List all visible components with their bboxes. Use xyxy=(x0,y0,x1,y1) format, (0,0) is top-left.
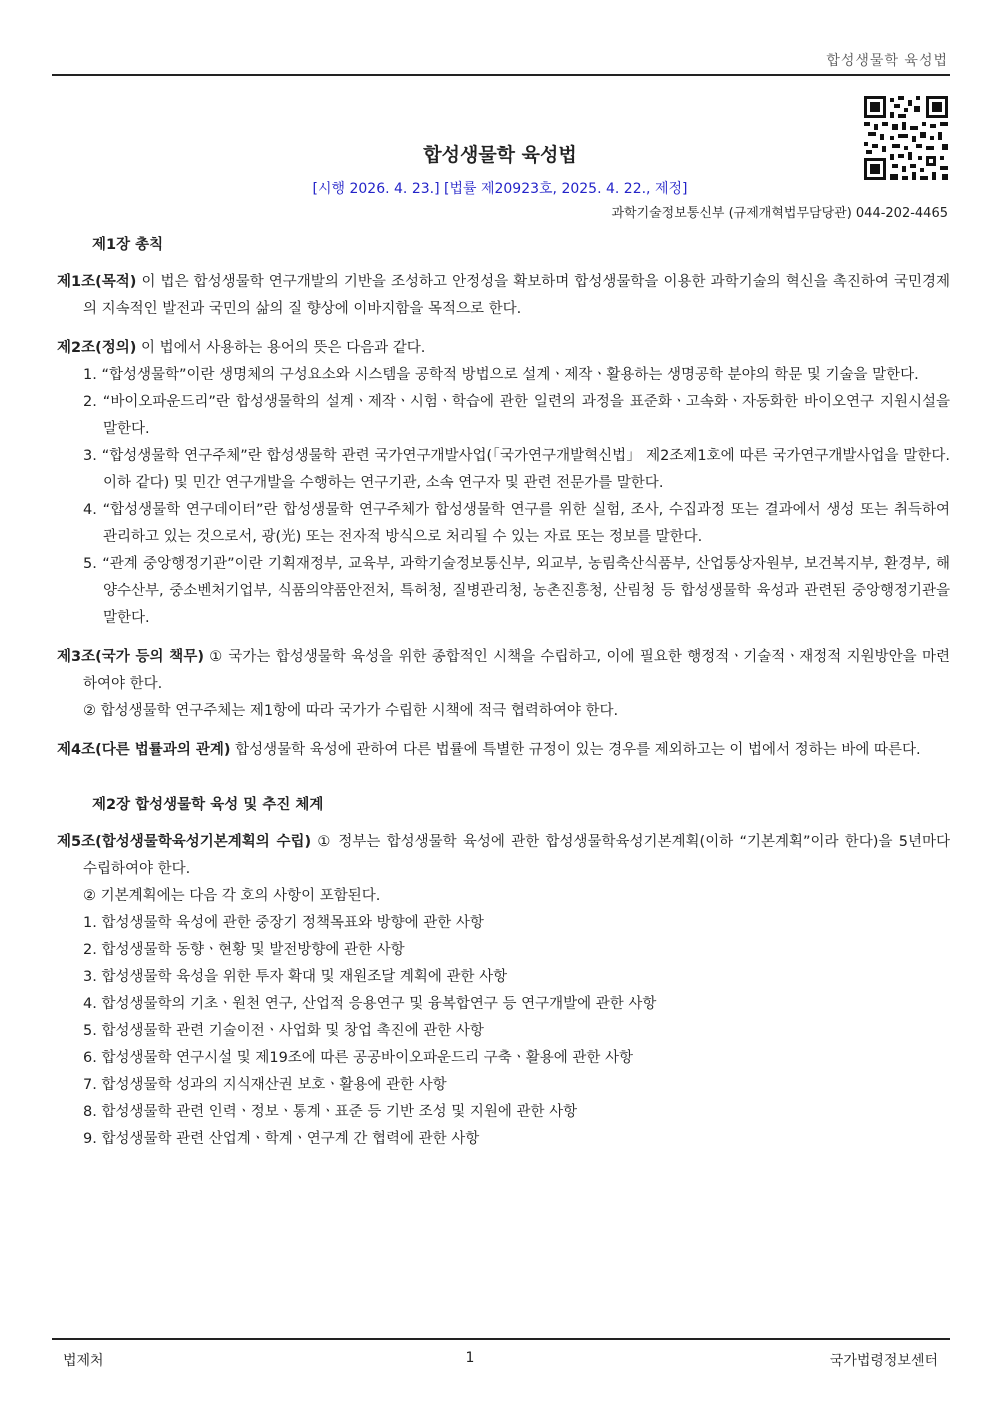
article-1 xyxy=(57,269,950,323)
list-item: 5. “관계 중앙행정기관”이란 기획재정부, 교육부, 과학기술정보통신부, 외교부, 농림축산식품부, 산업통상자원부, 보건복지부, 환경부, 해양수산부, 중소벤처기업부, 식품의약품안전처, 특허청, 질병관리청, 농촌진흥청, 산림청 등 합성생물학 육성과 관련된 중앙행정기관을 말한다. xyxy=(83,556,950,626)
chapter-2-title: 제2장 합성생물학 육성 및 추진 체계 xyxy=(92,797,324,813)
chapter-1-title: 제1장 총칙 xyxy=(92,237,164,253)
list-item: 1. “합성생물학”이란 생명체의 구성요소와 시스템을 공학적 방법으로 설계ㆍ제작ㆍ활용하는 생명공학 분야의 학문 및 기술을 말한다. xyxy=(83,367,919,383)
list-item: 3. “합성생물학 연구주체”란 합성생물학 관련 국가연구개발사업(「국가연구개발혁신법」 제2조제1호에 따른 국가연구개발사업을 말한다. 이하 같다) 및 민간 연구개발을 수행하는 연구기관, 소속 연구자 및 관련 전문가를 말한다. xyxy=(83,448,950,491)
list-item: 8. 합성생물학 관련 인력ㆍ정보ㆍ통계ㆍ표준 등 기반 조성 및 지원에 관한 사항 xyxy=(83,1104,578,1120)
article-2-heading: 제2조(정의) xyxy=(57,340,137,356)
article-5-paragraph-2: ② 기본계획에는 다음 각 호의 사항이 포함된다. xyxy=(83,888,381,904)
article-1-heading: 제1조(목적) xyxy=(57,274,137,290)
article-1-text: 이 법은 합성생물학 연구개발의 기반을 조성하고 안정성을 확보하며 합성생물학을 이용한 과학기술의 혁신을 촉진하여 국민경제의 지속적인 발전과 국민의 삶의 질 향상에 이바지함을 목적으로 한다. xyxy=(83,274,950,317)
footer-publisher: 법제처 xyxy=(63,1353,104,1369)
article-3-heading: 제3조(국가 등의 책무) xyxy=(57,649,204,665)
article-3 xyxy=(57,644,950,725)
ministry-contact: 과학기술정보통신부 (규제개혁법무담당관) 044-202-4465 xyxy=(611,206,948,221)
list-item: 3. 합성생물학 육성을 위한 투자 확대 및 재원조달 계획에 관한 사항 xyxy=(83,969,508,985)
footer-source: 국가법령정보센터 xyxy=(829,1353,938,1369)
list-item: 9. 합성생물학 관련 산업계ㆍ학계ㆍ연구계 간 협력에 관한 사항 xyxy=(83,1131,480,1147)
article-4 xyxy=(57,737,950,764)
footer-divider xyxy=(52,1338,950,1340)
article-2-text: 이 법에서 사용하는 용어의 뜻은 다음과 같다. xyxy=(136,340,426,356)
enforcement-info: [시행 2026. 4. 23.] [법률 제20923호, 2025. 4. 22., 제정] xyxy=(312,181,688,197)
law-body xyxy=(57,232,950,1165)
list-item: 2. 합성생물학 동향ㆍ현황 및 발전방향에 관한 사항 xyxy=(83,942,405,958)
list-item: 4. “합성생물학 연구데이터”란 합성생물학 연구주체가 합성생물학 연구를 위한 실험, 조사, 수집과정 또는 결과에서 생성 또는 취득하여 관리하고 있는 것으로서, 광(光) 또는 전자적 방식으로 처리될 수 있는 자료 또는 정보를 말한다. xyxy=(83,502,950,545)
article-5-text: ① 정부는 합성생물학 육성에 관한 합성생물학육성기본계획(이하 “기본계획”이라 한다)을 5년마다 수립하여야 한다. xyxy=(83,834,950,877)
qr-code-icon xyxy=(864,96,948,180)
article-3-text: ① 국가는 합성생물학 육성을 위한 종합적인 시책을 수립하고, 이에 필요한 행정적ㆍ기술적ㆍ재정적 지원방안을 마련하여야 한다. xyxy=(83,649,950,692)
header-divider xyxy=(52,74,950,76)
list-item: 2. “바이오파운드리”란 합성생물학의 설계ㆍ제작ㆍ시험ㆍ학습에 관한 일련의 과정을 표준화ㆍ고속화ㆍ자동화한 바이오연구 지원시설을 말한다. xyxy=(83,394,950,437)
article-4-text: 합성생물학 육성에 관하여 다른 법률에 특별한 규정이 있는 경우를 제외하고는 이 법에서 정하는 바에 따른다. xyxy=(230,742,921,758)
list-item: 5. 합성생물학 관련 기술이전ㆍ사업화 및 창업 촉진에 관한 사항 xyxy=(83,1023,484,1039)
document-title: 합성생물학 육성법 xyxy=(423,144,577,166)
article-4-heading: 제4조(다른 법률과의 관계) xyxy=(57,742,231,758)
page-number: 1 xyxy=(465,1350,475,1366)
list-item: 7. 합성생물학 성과의 지식재산권 보호ㆍ활용에 관한 사항 xyxy=(83,1077,447,1093)
list-item: 6. 합성생물학 연구시설 및 제19조에 따른 공공바이오파운드리 구축ㆍ활용에 관한 사항 xyxy=(83,1050,634,1066)
article-2 xyxy=(57,335,950,632)
article-5-heading: 제5조(합성생물학육성기본계획의 수립) xyxy=(57,834,312,850)
list-item: 4. 합성생물학의 기초ㆍ원천 연구, 산업적 응용연구 및 융복합연구 등 연구개발에 관한 사항 xyxy=(83,996,657,1012)
running-header: 합성생물학 육성법 xyxy=(826,53,948,69)
list-item: 1. 합성생물학 육성에 관한 중장기 정책목표와 방향에 관한 사항 xyxy=(83,915,484,931)
article-5 xyxy=(57,829,950,1153)
article-3-paragraph-2: ② 합성생물학 연구주체는 제1항에 따라 국가가 수립한 시책에 적극 협력하여야 한다. xyxy=(83,703,619,719)
